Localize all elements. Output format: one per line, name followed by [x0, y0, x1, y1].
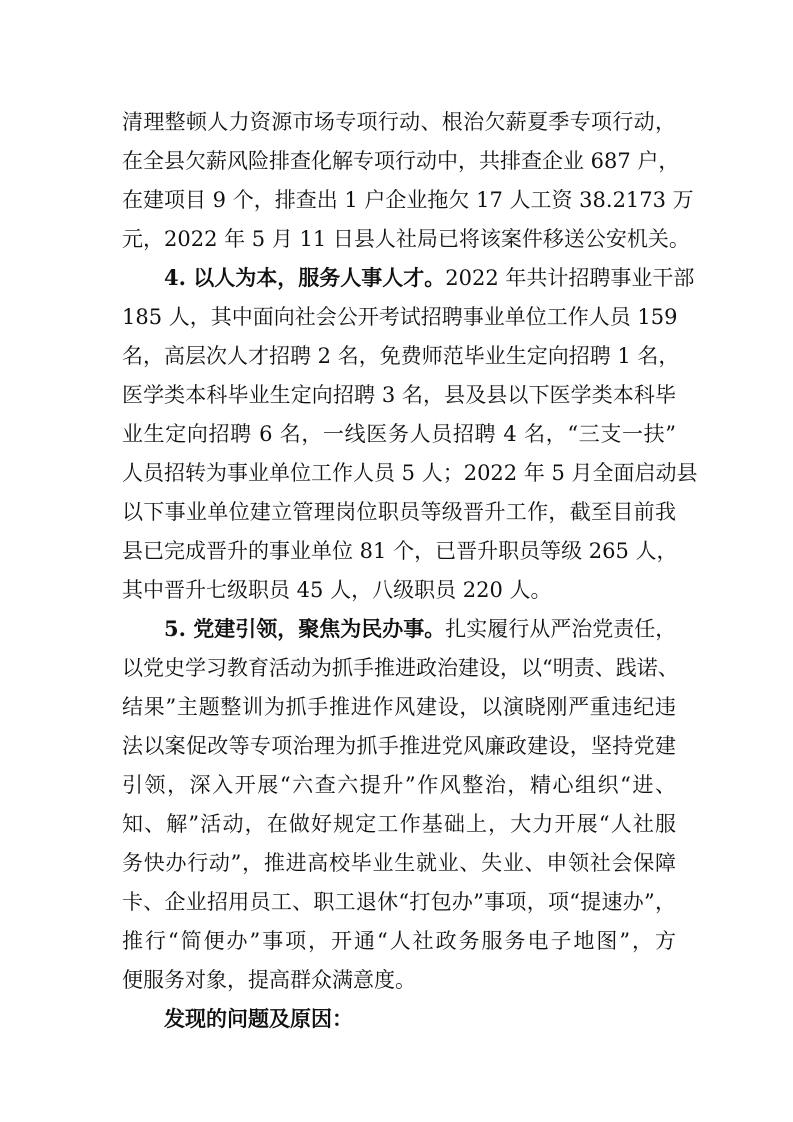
- paragraph-line: 县已完成晋升的事业单位 81 个，已晋升职员等级 265 人，: [122, 539, 678, 563]
- paragraph-line: 知、解”活动，在做好规定工作基础上，大力开展“人社服: [122, 812, 676, 836]
- paragraph-line: 结果”主题整训为抓手推进作风建设，以演晓刚严重违纪违: [122, 695, 676, 719]
- paragraph-line: 人员招转为事业单位工作人员 5 人；2022 年 5 月全面启动县: [122, 461, 698, 485]
- paragraph-line: 在全县欠薪风险排查化解专项行动中，共排查企业 687 户，: [122, 149, 680, 173]
- paragraph-line: 务快办行动”，推进高校毕业生就业、失业、申领社会保障: [122, 851, 676, 875]
- paragraph-line: 元，2022 年 5 月 11 日县人社局已将该案件移送公安机关。: [122, 227, 690, 251]
- paragraph-line: 185 人，其中面向社会公开考试招聘事业单位工作人员 159: [122, 305, 678, 329]
- paragraph-4-first-line: [164, 263, 695, 293]
- paragraph-line: 业生定向招聘 6 名，一线医务人员招聘 4 名，“三支一扶”: [122, 422, 676, 446]
- paragraph-line: 名，高层次人才招聘 2 名，免费师范毕业生定向招聘 1 名，: [122, 344, 680, 368]
- paragraph-line: 引领，深入开展“六查六提升”作风整治，精心组织“进、: [122, 773, 676, 797]
- paragraph-5-first-line: [164, 614, 676, 644]
- paragraph-4-heading: 4. 以人为本，服务人事人才。: [164, 265, 446, 290]
- paragraph-line: 法以案促改等专项治理为抓手推进党风廉政建设，坚持党建: [122, 734, 676, 758]
- paragraph-line: 其中晋升七级职员 45 人，八级职员 220 人。: [122, 578, 552, 602]
- paragraph-line: 以下事业单位建立管理岗位职员等级晋升工作，截至目前我: [122, 500, 676, 524]
- section-heading-problems: 发现的问题及原因：: [164, 1006, 353, 1031]
- paragraph-line: 医学类本科毕业生定向招聘 3 名，县及县以下医学类本科毕: [122, 383, 676, 407]
- paragraph-5-heading: 5. 党建引领，聚焦为民办事。: [164, 616, 446, 641]
- paragraph-5-lead-text: 扎实履行从严治党责任，: [445, 617, 677, 641]
- paragraph-line: 在建项目 9 个，排查出 1 户企业拖欠 17 人工资 38.2173 万: [122, 188, 694, 212]
- paragraph-line: 推行“简便办”事项，开通“人社政务服务电子地图”，方: [122, 929, 676, 953]
- paragraph-line: 便服务对象，提高群众满意度。: [122, 968, 416, 992]
- paragraph-4-lead-text: 2022 年共计招聘事业干部: [445, 266, 695, 290]
- paragraph-line: 卡、企业招用员工、职工退休“打包办”事项，项“提速办”，: [122, 890, 676, 914]
- paragraph-line: 清理整顿人力资源市场专项行动、根治欠薪夏季专项行动，: [122, 110, 676, 134]
- paragraph-line: 以党史学习教育活动为抓手推进政治建设，以“明责、践诺、: [122, 656, 679, 680]
